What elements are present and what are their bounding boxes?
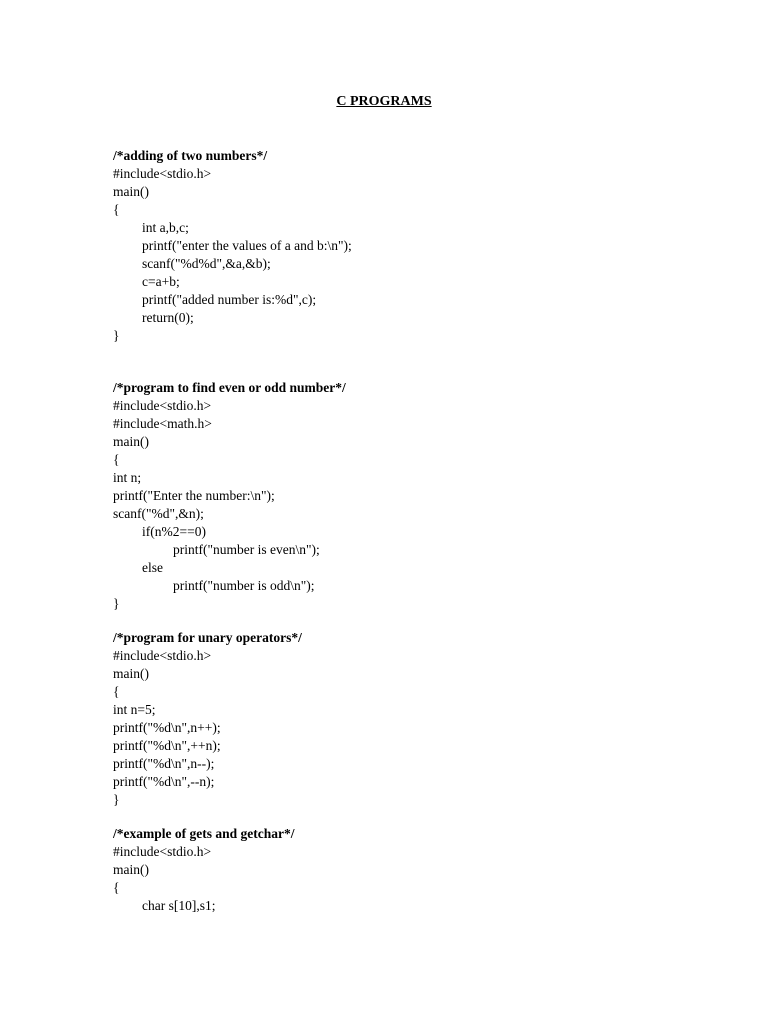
- code-line: printf("%d\n",n++);: [113, 720, 221, 735]
- code-line: printf("%d\n",--n);: [113, 774, 215, 789]
- program-block-even-odd: [113, 379, 346, 613]
- program-block-gets-getchar: [113, 825, 294, 915]
- code-line: else: [142, 560, 163, 575]
- code-line: printf("added number is:%d",c);: [142, 292, 317, 307]
- program-block-adding: [113, 147, 352, 345]
- code-line: {: [113, 452, 120, 467]
- code-line: #include<stdio.h>: [113, 648, 212, 663]
- code-line: {: [113, 202, 120, 217]
- code-line: return(0);: [142, 310, 194, 325]
- code-line: printf("%d\n",++n);: [113, 738, 221, 753]
- code-line: }: [113, 328, 120, 343]
- program-comment: /*adding of two numbers*/: [113, 148, 268, 163]
- code-line: printf("Enter the number:\n");: [113, 488, 275, 503]
- code-line: }: [113, 596, 120, 611]
- program-comment: /*example of gets and getchar*/: [113, 826, 295, 841]
- code-line: c=a+b;: [142, 274, 180, 289]
- code-line: printf("%d\n",n--);: [113, 756, 215, 771]
- program-block-unary: [113, 629, 302, 809]
- code-line: int a,b,c;: [142, 220, 189, 235]
- code-line: main(): [113, 862, 149, 877]
- code-line: main(): [113, 434, 149, 449]
- document-title: C PROGRAMS: [336, 94, 432, 109]
- code-line: scanf("%d%d",&a,&b);: [142, 256, 271, 271]
- code-line: #include<stdio.h>: [113, 844, 212, 859]
- code-line: scanf("%d",&n);: [113, 506, 204, 521]
- code-line: main(): [113, 666, 149, 681]
- code-line: #include<stdio.h>: [113, 166, 212, 181]
- program-comment: /*program to find even or odd number*/: [113, 380, 346, 395]
- code-line: char s[10],s1;: [142, 898, 216, 913]
- code-line: #include<math.h>: [113, 416, 212, 431]
- code-line: if(n%2==0): [142, 524, 206, 539]
- code-line: printf("number is odd\n");: [173, 578, 315, 593]
- code-line: #include<stdio.h>: [113, 398, 212, 413]
- code-line: int n;: [113, 470, 142, 485]
- code-line: main(): [113, 184, 149, 199]
- code-line: {: [113, 880, 120, 895]
- code-line: }: [113, 792, 120, 807]
- program-comment: /*program for unary operators*/: [113, 630, 302, 645]
- code-line: {: [113, 684, 120, 699]
- code-line: printf("number is even\n");: [173, 542, 320, 557]
- code-line: int n=5;: [113, 702, 156, 717]
- code-line: printf("enter the values of a and b:\n");: [142, 238, 352, 253]
